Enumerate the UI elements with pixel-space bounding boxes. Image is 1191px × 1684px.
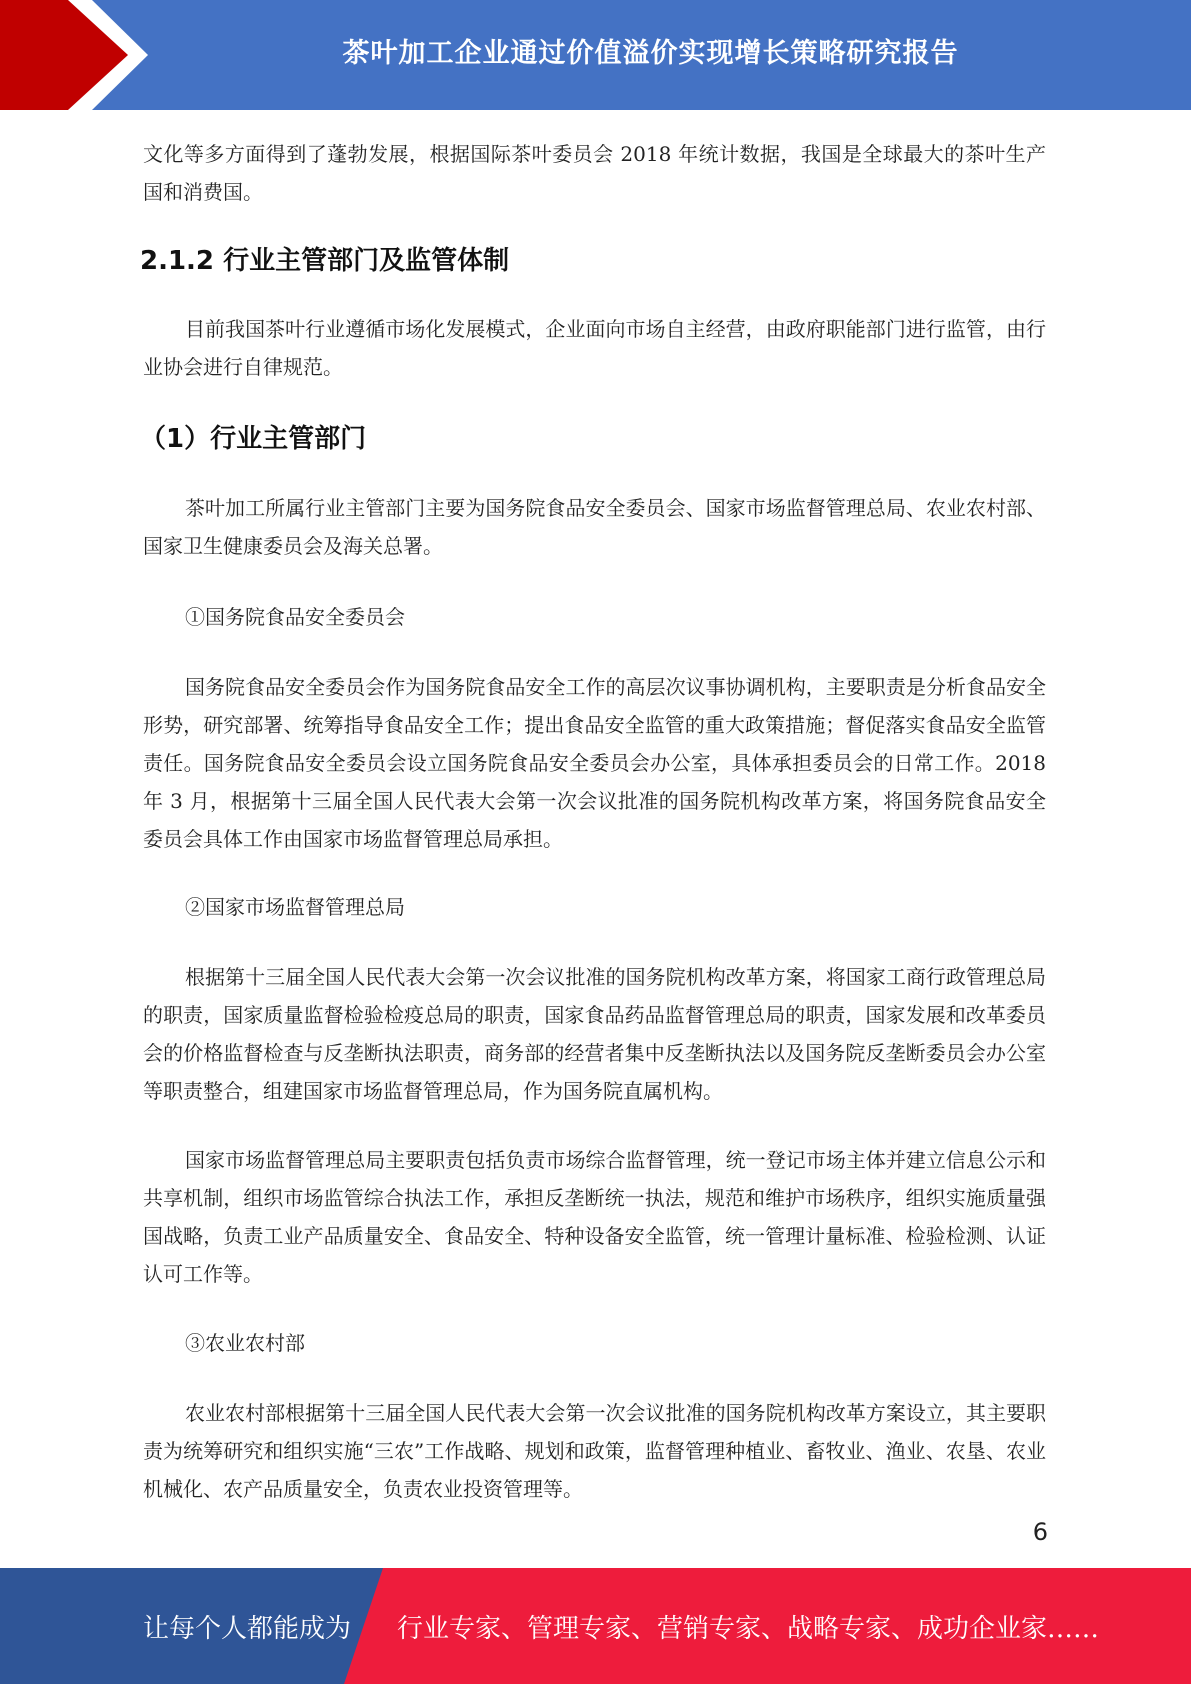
market-regulation-paragraph-2: 国家市场监督管理总局主要职责包括负责市场综合监督管理，统一登记市场主体并建立信息公示和共享机制，组织市场监管综合执法工作，承担反垄断统一执法，规范和维护市场秩序，组织实施质量强国战略，负责工业产品质量安全、食品安全、特种设备安全监管，统一管理计量标准、检验检测、认证认可工作等。: [143, 1148, 1046, 1286]
market-regulation-paragraph-1: 根据第十三届全国人民代表大会第一次会议批准的国务院机构改革方案，将国家工商行政管理总局的职责，国家质量监督检验检疫总局的职责，国家食品药品监督管理总局的职责，国家发展和改革委员会的价格监督检查与反垄断执法职责，商务部的经营者集中反垄断执法以及国务院反垄断委员会办公室等职责整合，组建国家市场监督管理总局，作为国务院直属机构。: [143, 965, 1046, 1103]
agriculture-ministry-paragraph: 农业农村部根据第十三届全国人民代表大会第一次会议批准的国务院机构改革方案设立，其主要职责为统筹研究和组织实施“三农”工作战略、规划和政策，监督管理种植业、畜牧业、渔业、农垦、农业机械化、农产品质量安全，负责农业投资管理等。: [143, 1401, 1046, 1501]
departments-paragraph: 茶叶加工所属行业主管部门主要为国务院食品安全委员会、国家市场监督管理总局、农业农村部、国家卫生健康委员会及海关总署。: [143, 496, 1046, 558]
footer-slogan-right: 行业专家、管理专家、营销专家、战略专家、成功企业家……: [397, 1613, 1100, 1644]
list-item-heading-1: ①国务院食品安全委员会: [185, 605, 405, 629]
regulation-paragraph: 目前我国茶叶行业遵循市场化发展模式，企业面向市场自主经营，由政府职能部门进行监管，由行业协会进行自律规范。: [143, 317, 1046, 379]
subsection-heading: （1）行业主管部门: [140, 424, 367, 454]
food-safety-committee-paragraph: 国务院食品安全委员会作为国务院食品安全工作的高层次议事协调机构，主要职责是分析食品安全形势，研究部署、统筹指导食品安全工作；提出食品安全监管的重大政策措施；督促落实食品安全监管责任。国务院食品安全委员会设立国务院食品安全委员会办公室，具体承担委员会的日常工作。2018 年 3 月，根据第十三届全国人民代表大会第一次会议批准的国务院机构改革方案，将国务院食品安全委员会具体工作由国家市场监督管理总局承担。: [143, 675, 1046, 851]
intro-paragraph: 文化等多方面得到了蓬勃发展，根据国际茶叶委员会 2018 年统计数据，我国是全球最大的茶叶生产国和消费国。: [143, 142, 1046, 204]
list-item-heading-2: ②国家市场监督管理总局: [185, 895, 405, 919]
document-title: 茶叶加工企业通过价值溢价实现增长策略研究报告: [342, 37, 959, 69]
section-heading: 2.1.2 行业主管部门及监管体制: [140, 246, 510, 276]
page-footer: [0, 1568, 1191, 1684]
page-header: [0, 0, 1191, 110]
page-number: 6: [1032, 1518, 1048, 1546]
list-item-heading-3: ③农业农村部: [185, 1331, 305, 1355]
footer-slogan-left: 让每个人都能成为: [143, 1613, 352, 1644]
